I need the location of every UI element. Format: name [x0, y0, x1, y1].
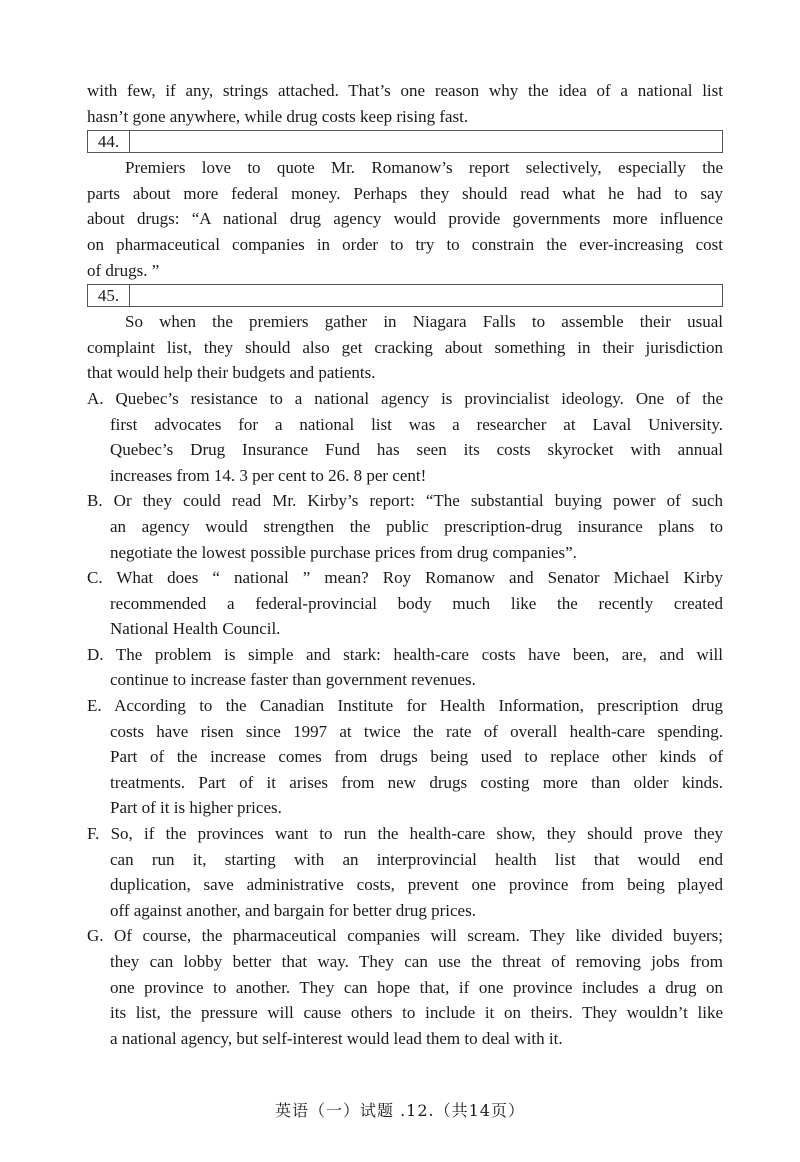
text-line: Part of it is higher prices.: [110, 798, 282, 818]
option-f: [87, 821, 723, 923]
text-line: D. The problem is simple and stark: health-care costs have been, are, and will: [87, 644, 723, 664]
text-line: first advocates for a national list was a researcher at Laval University.: [110, 414, 723, 434]
text-line: F. So, if the provinces want to run the health-care show, they should prove they: [87, 824, 723, 844]
text-line: Quebec’s Drug Insurance Fund has seen its costs skyrocket with annual: [110, 440, 723, 460]
text-line: negotiate the lowest possible purchase prices from drug companies”.: [110, 542, 577, 562]
text-line: its list, the pressure will cause others to include it on theirs. They wouldn’t like: [110, 1003, 723, 1023]
text-line: continue to increase faster than government revenues.: [110, 670, 476, 690]
text-line: of drugs. ”: [87, 260, 160, 280]
option-g: [87, 923, 723, 1051]
text-line: can run it, starting with an interprovincial health list that would end: [110, 849, 723, 869]
option-b: [87, 488, 723, 565]
text-line: costs have risen since 1997 at twice the rate of overall health-care spending.: [110, 721, 723, 741]
question-number: 45.: [88, 285, 130, 306]
answer-box: [130, 285, 722, 306]
option-a: [87, 386, 723, 488]
text-line: National Health Council.: [110, 619, 281, 639]
paragraph-2: [87, 155, 723, 283]
answer-box: [130, 131, 722, 152]
text-line: So when the premiers gather in Niagara Falls to assemble their usual: [125, 312, 723, 332]
text-line: parts about more federal money. Perhaps they should read what he had to say: [87, 183, 723, 203]
text-line: hasn’t gone anywhere, while drug costs keep rising fast.: [87, 106, 469, 126]
text-line: Part of the increase comes from drugs being used to replace other kinds of: [110, 747, 723, 767]
text-line: a national agency, but self-interest would lead them to deal with it.: [110, 1028, 563, 1048]
text-line: about drugs: “A national drug agency would provide governments more influence: [87, 209, 723, 229]
intro-paragraph: [87, 78, 723, 129]
page-footer: 英语（一）试题 .12.（共14页）: [275, 1101, 525, 1120]
text-line: C. What does “ national ” mean? Roy Romanow and Senator Michael Kirby: [87, 568, 723, 588]
document-page: [87, 78, 723, 1051]
text-line: off against another, and bargain for better drug prices.: [110, 900, 476, 920]
answer-blank-44: [87, 130, 723, 153]
text-line: A. Quebec’s resistance to a national agency is provincialist ideology. One of the: [87, 388, 723, 408]
option-e: [87, 693, 723, 821]
option-d: [87, 642, 723, 693]
text-line: with few, if any, strings attached. That’s one reason why the idea of a national list: [87, 81, 723, 100]
text-line: increases from 14. 3 per cent to 26. 8 per cent!: [110, 465, 427, 485]
question-number: 44.: [88, 131, 130, 152]
text-line: recommended a federal-provincial body much like the recently created: [110, 593, 723, 613]
text-line: treatments. Part of it arises from new drugs costing more than older kinds.: [110, 772, 723, 792]
text-line: E. According to the Canadian Institute for Health Information, prescription drug: [87, 696, 723, 716]
text-line: an agency would strengthen the public prescription-drug insurance plans to: [110, 516, 723, 536]
text-line: on pharmaceutical companies in order to try to constrain the ever-increasing cost: [87, 234, 723, 254]
text-line: Premiers love to quote Mr. Romanow’s report selectively, especially the: [125, 158, 723, 178]
text-line: B. Or they could read Mr. Kirby’s report: “The substantial buying power of such: [87, 491, 723, 511]
text-line: G. Of course, the pharmaceutical companies will scream. They like divided buyers;: [87, 926, 723, 946]
text-line: they can lobby better that way. They can use the threat of removing jobs from: [110, 952, 723, 971]
text-line: complaint list, they should also get cracking about something in their jurisdiction: [87, 337, 723, 357]
text-line: one province to another. They can hope that, if one province includes a drug on: [110, 977, 723, 997]
paragraph-3: [87, 309, 723, 386]
answer-blank-45: [87, 284, 723, 307]
text-line: that would help their budgets and patients.: [87, 363, 376, 383]
text-line: duplication, save administrative costs, prevent one province from being played: [110, 875, 723, 895]
option-c: [87, 565, 723, 642]
